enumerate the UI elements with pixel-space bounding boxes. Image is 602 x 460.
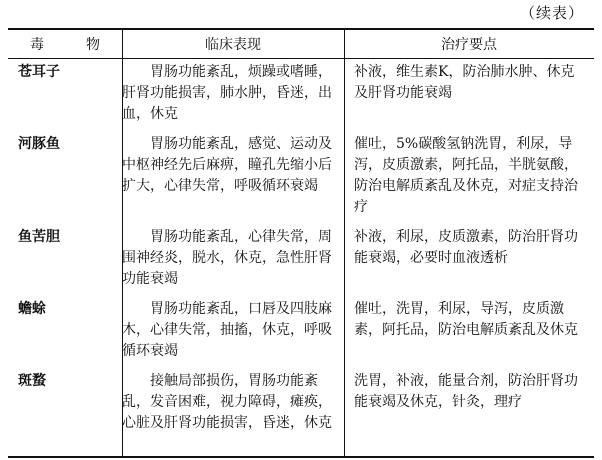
clinical-cell: 胃肠功能紊乱，心律失常，周围神经炎，脱水，休克，急性肝肾功能衰竭 (122, 229, 332, 287)
table-bottom-rule (8, 456, 594, 458)
table-row (8, 371, 594, 443)
clinical-cell: 胃肠功能紊乱，烦躁或嗜睡，肝肾功能损害，肺水肿，昏迷，出血，休克 (122, 64, 332, 122)
clinical-cell: 胃肠功能紊乱，口唇及四肢麻木，心律失常，抽搐，休克，呼吸循环衰竭 (122, 301, 332, 359)
treatment-cell: 洗胃，补液，能量合剂，防治肝肾功能衰竭及休克，针灸，理疗 (354, 373, 578, 410)
clinical-cell: 接触局部损伤，胃肠功能紊乱，发音困难，视力障碍，瘫痪，心脏及肝肾功能损害，昏迷，休克 (122, 373, 332, 431)
toxin-name: 河豚鱼 (18, 136, 60, 152)
header-treatment: 治疗要点 (441, 37, 497, 53)
clinical-cell: 胃肠功能紊乱，感觉、运动及中枢神经先后麻痹，瞳孔先缩小后扩大，心律失常，呼吸循环衰竭 (122, 136, 332, 194)
treatment-cell: 催吐，5%碳酸氢钠洗胃，利尿，导泻，皮质激素，阿托品，半胱氨酸，防治电解质紊乱及休克，对症支持治疗 (354, 136, 578, 215)
table-row (8, 299, 594, 371)
header-clinical: 临床表现 (205, 37, 261, 53)
table-row (8, 227, 594, 299)
header-toxin: 毒 物 (30, 37, 114, 53)
toxin-name: 蟾蜍 (18, 301, 46, 317)
toxin-name: 苍耳子 (18, 64, 60, 80)
toxin-table (8, 30, 594, 443)
treatment-cell: 补液，维生素K，防治肺水肿、休克及肝肾功能衰竭 (354, 64, 575, 101)
table-row (8, 134, 594, 227)
table-header-row (8, 30, 594, 58)
toxin-name: 鱼苦胆 (18, 229, 60, 245)
toxin-name: 斑蝥 (18, 373, 46, 389)
treatment-cell: 补液，利尿，皮质激素，防治肝肾功能衰竭，必要时血液透析 (354, 229, 578, 266)
table-row (8, 58, 594, 134)
treatment-cell: 催吐，洗胃，利尿，导泻，皮质激素，阿托品，防治电解质紊乱及休克 (354, 301, 578, 338)
continued-table-label: （续表） (519, 4, 584, 22)
